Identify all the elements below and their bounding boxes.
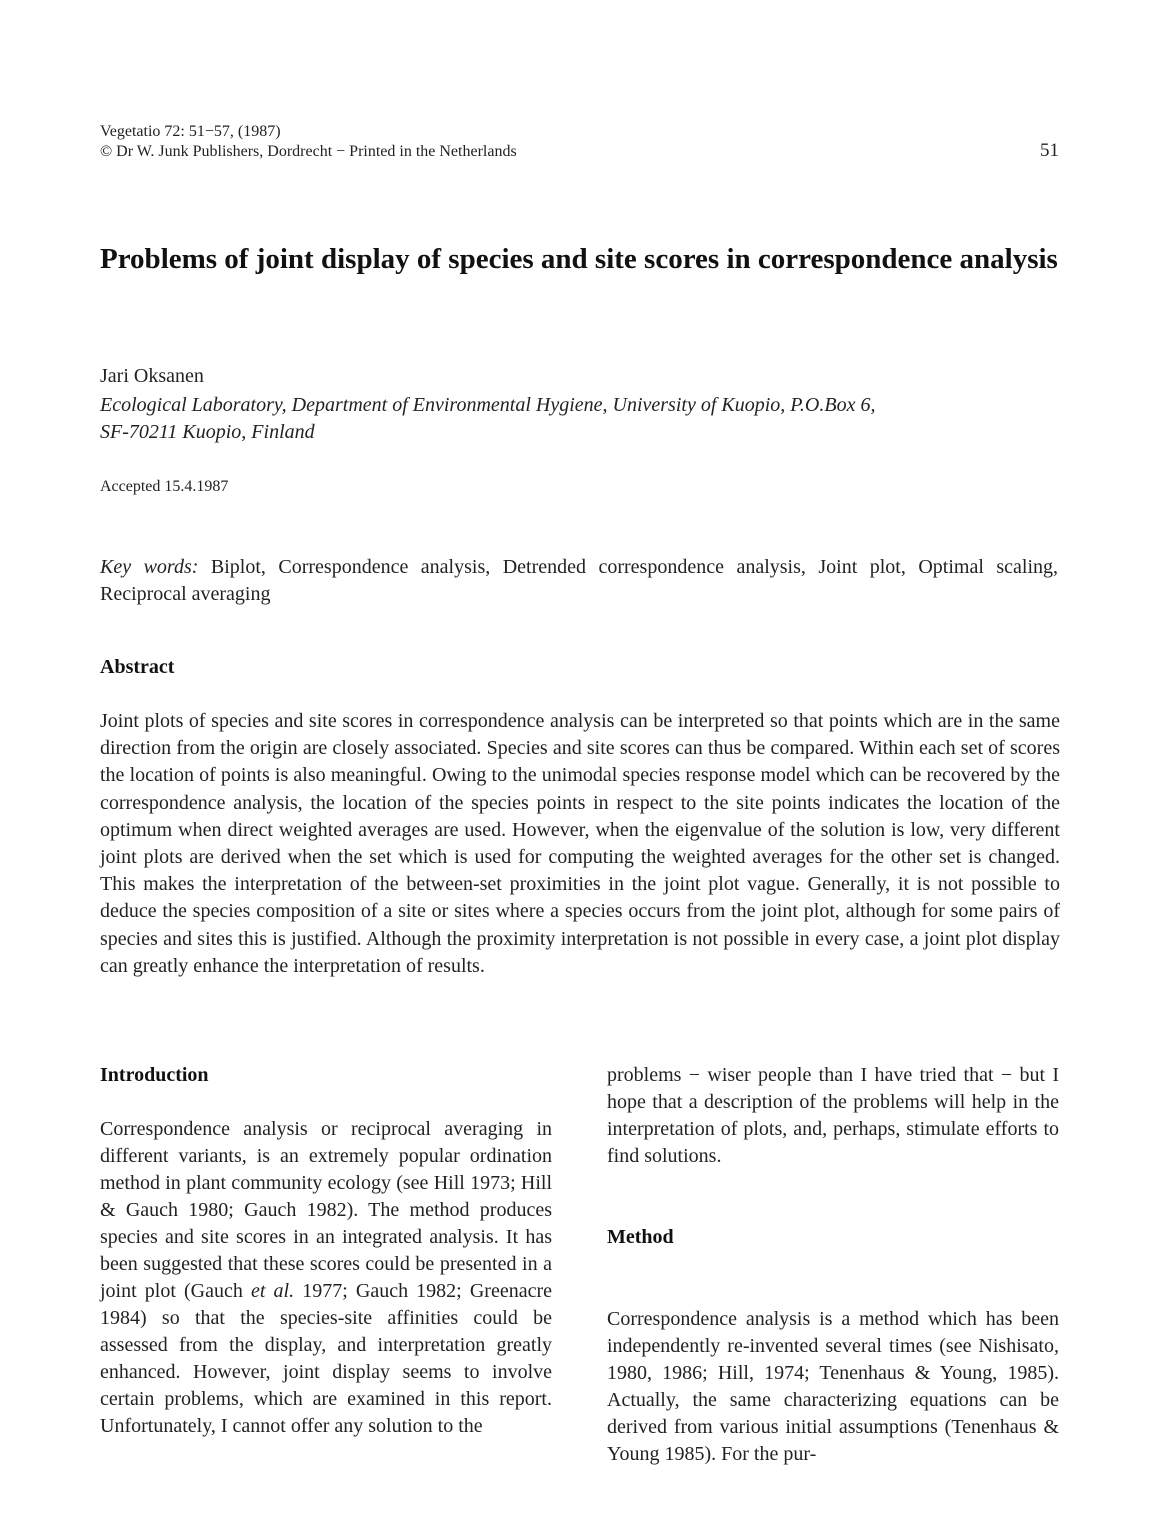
article-title: Problems of joint display of species and site scores in correspondence analysis [100,243,1058,275]
keywords [100,554,1058,608]
introduction-text-part-1: Correspondence analysis or reciprocal averaging in different variants, is an extremely popular ordination method in plant community ecology (see Hill 1973; Hill & Gauch 1980; Gauch 1982). The method produces species and site scores in an integrated analysis. It has been suggested that these scores could be presented in a joint plot (Gauch [100,1118,552,1302]
method-heading: Method [607,1226,674,1248]
affiliation-line-2: SF-70211 Kuopio, Finland [100,421,315,443]
introduction-text-part-2: 1977; Gauch 1982; Greenacre 1984) so that the species-site affinities could be assessed from the display, and interpretation greatly enhanced. However, joint display seems to involve certain problems, which are examined in this report. Unfortunately, I cannot offer any solution to the [100,1280,552,1437]
publisher-line: © Dr W. Junk Publishers, Dordrecht − Printed in the Netherlands [100,143,517,160]
page-number: 51 [1040,140,1059,161]
author-name: Jari Oksanen [100,365,204,387]
accepted-date: Accepted 15.4.1987 [100,478,229,495]
abstract-heading: Abstract [100,656,175,678]
keywords-text: Biplot, Correspondence analysis, Detrended correspondence analysis, Joint plot, Optimal scaling, Reciprocal averaging [100,556,1059,605]
method-body: Correspondence analysis is a method which has been independently re-invented several times (see Nishisato, 1980, 1986; Hill, 1974; Tenenhaus & Young, 1985). Actually, the same characterizing equations can be derived from various initial assumptions (Tenenhaus & Young 1985). For the pur- [607,1308,1059,1465]
introduction-continued: problems − wiser people than I have tried that − but I hope that a description of the problems will help in the interpretation of plots, and, perhaps, stimulate efforts to find solutions. [607,1064,1059,1167]
journal-citation: Vegetatio 72: 51−57, (1987) [100,123,281,140]
keywords-label: Key words: [100,556,199,578]
introduction-heading: Introduction [100,1064,209,1086]
affiliation-line-1: Ecological Laboratory, Department of Environmental Hygiene, University of Kuopio, P.O.Box 6, [100,394,876,416]
abstract-body: Joint plots of species and site scores in correspondence analysis can be interpreted so that points which are in the same direction from the origin are closely associated. Species and site scores can thus be compared. Within each set of scores the location of points is also meaningful. Owing to the unimodal species response model which can be recovered by the correspondence analysis, the location of the species points in respect to the site points indicates the location of the optimum when direct weighted averages are used. However, when the eigenvalue of the solution is low, very different joint plots are derived when the set which is used for computing the weighted averages for the other set is changed. This makes the interpretation of the between-set proximities in the joint plot vague. Generally, it is not possible to deduce the species composition of a site or sites where a species occurs from the joint plot, although for some pairs of species and sites this is justified. Although the proximity interpretation is not possible in every case, a joint plot display can greatly enhance the interpretation of results. [100,710,1060,977]
introduction-text-italic: et al. [250,1280,295,1302]
introduction-body [100,1116,552,1440]
